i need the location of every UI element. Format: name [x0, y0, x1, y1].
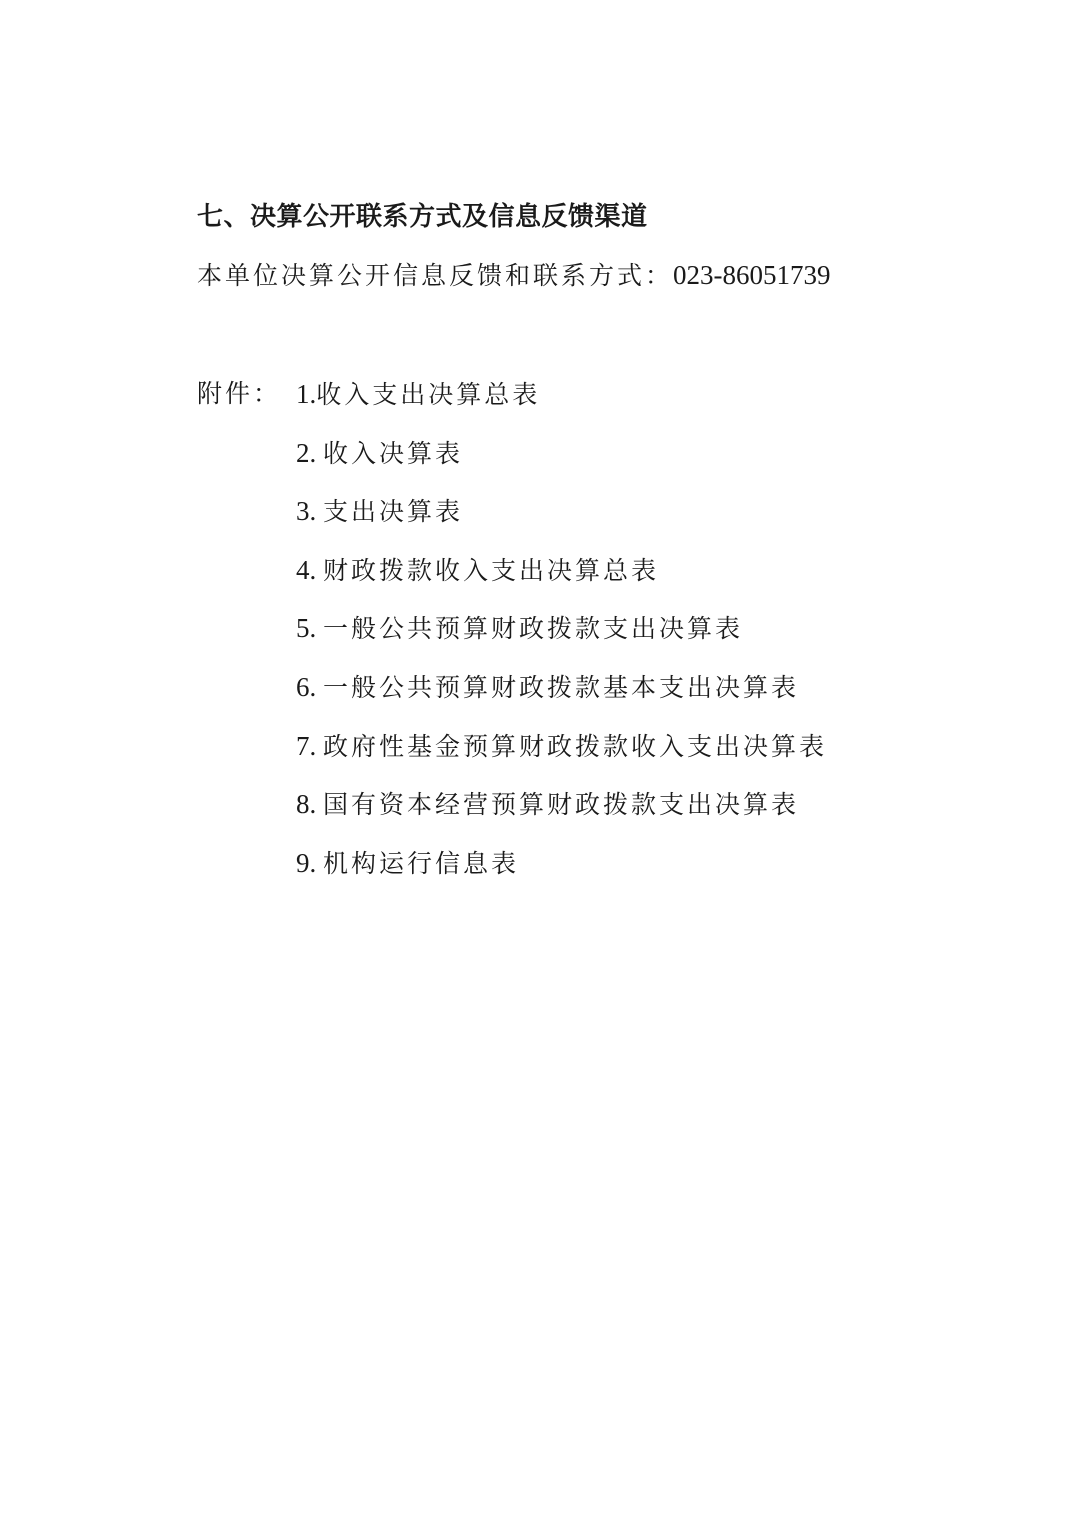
attachment-number: 3. [296, 496, 323, 527]
attachment-number: 2. [296, 437, 323, 468]
attachment-number: 1. [296, 379, 317, 409]
attachment-title: 收入支出决算总表 [316, 380, 541, 409]
contact-phone: 023-86051739 [673, 260, 831, 290]
attachment-title: 政府性基金预算财政拨款收入支出决算表 [323, 731, 828, 761]
attachment-item [296, 550, 827, 609]
attachment-title: 收入决算表 [323, 438, 464, 468]
attachment-title: 一般公共预算财政拨款基本支出决算表 [323, 672, 800, 702]
attachment-number: 8. [296, 789, 323, 820]
attachment-item [296, 726, 827, 785]
attachments-list [296, 374, 827, 901]
attachment-item [296, 608, 827, 667]
attachment-item [296, 784, 827, 843]
attachment-title: 一般公共预算财政拨款支出决算表 [323, 614, 744, 644]
attachment-number: 7. [296, 730, 323, 761]
attachment-number: 5. [296, 613, 323, 644]
attachment-item [296, 491, 827, 550]
attachment-item [296, 433, 827, 492]
attachment-item [296, 667, 827, 726]
attachment-number: 6. [296, 671, 323, 702]
attachment-number: 9. [296, 847, 323, 878]
attachment-title: 财政拨款收入支出决算总表 [323, 555, 660, 585]
attachment-title: 机构运行信息表 [323, 848, 520, 878]
attachment-item [296, 374, 827, 433]
attachment-item [296, 843, 827, 902]
contact-label: 本单位决算公开信息反馈和联系方式： [197, 261, 674, 290]
section-heading: 七、决算公开联系方式及信息反馈渠道 [197, 202, 648, 232]
contact-line [197, 256, 831, 292]
attachment-title: 国有资本经营预算财政拨款支出决算表 [323, 790, 800, 820]
attachment-number: 4. [296, 554, 323, 585]
attachments-label: 附件： [197, 379, 282, 408]
attachment-title: 支出决算表 [323, 497, 464, 527]
